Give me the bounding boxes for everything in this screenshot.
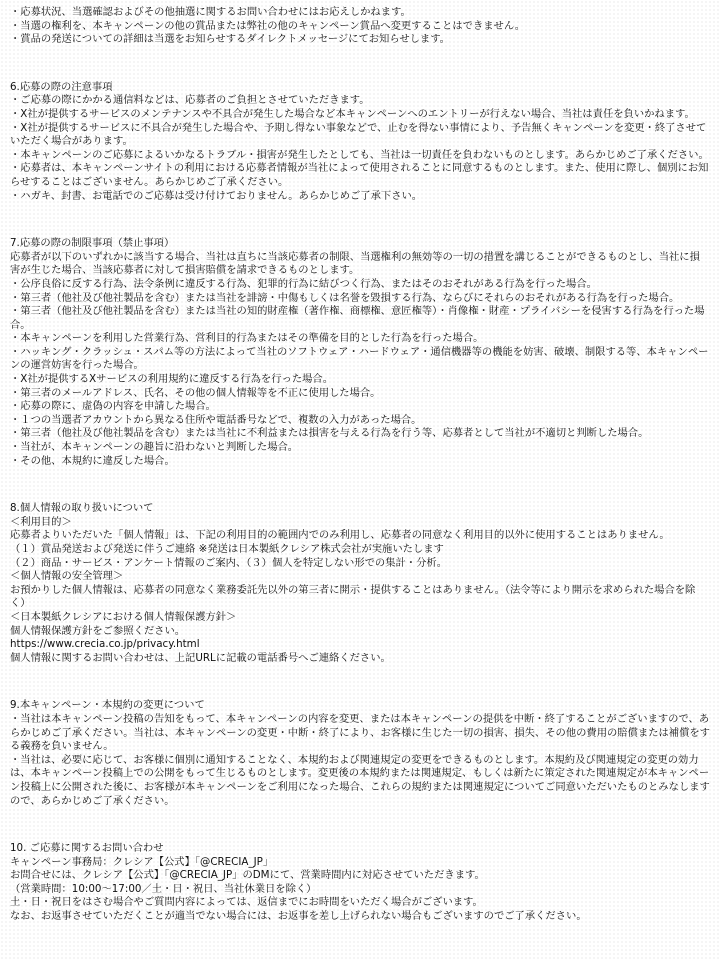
note-line: ＜日本製紙クレシアにおける個人情報保護方針＞	[10, 610, 237, 623]
section-prohibited-matters	[10, 237, 710, 468]
note-line: ・X社が提供するXサービスの利用規約に違反する行為を行った場合。	[10, 373, 334, 386]
section-campaign-changes	[10, 699, 710, 808]
section-contact	[10, 842, 710, 924]
note-line: ・当社は本キャンペーン投稿の告知をもって、本キャンペーンの内容を変更、または本キャンペーンの提供を中断・終了することがございますので、あらかじめご了承ください。当社は、本キャンペーンの変更・中断・終了により、お客様に生じた一切の損害、損失、その他の費用の賠償または補償をする義務を負いません。	[10, 712, 710, 753]
note-line: ・応募者は、本キャンペーンサイトの利用における応募者情報が当社によって使用されることに同意するものとします。また、使用に際し、個別にお知らせすることはございません。あらかじめご了承ください。	[10, 162, 709, 188]
section-inquiries-notes	[10, 6, 710, 47]
section-personal-information	[10, 502, 710, 665]
section-heading: 10. ご応募に関するお問い合わせ	[10, 842, 164, 855]
note-line: ・第三者（他社及び他社製品を含む）または当社に不利益または損害を与える行為を行う等、応募者として当社が不適切と判断した場合。	[10, 427, 649, 440]
note-line: ・当社は、必要に応じて、お客様に個別に通知することなく、本規約および関連規定の変更をできるものとします。本規約及び関連規定の変更の効力は、本キャンペーン投稿上での公開をもって生じるものとします。変更後の本規約または関連規定、もしくは新たに策定された関連規定が本キャンペーン投稿上に公開された後に、お客様が本キャンペーンをご利用になった場合、これらの規約または関連規定についてご同意いただいたものとみなしますので、あらかじめご了承ください。	[10, 753, 710, 807]
note-line: （１）賞品発送および発送に伴うご連絡 ※発送は日本製紙クレシア株式会社が実施いたします	[10, 543, 444, 555]
terms-document	[10, 6, 710, 924]
note-line: （営業時間：10:00～17:00／土・日・祝日、当社休業日を除く）	[10, 882, 317, 895]
note-line: お預かりした個人情報は、応募者の同意なく業務委託先以外の第三者に開示・提供することはありません。（法令等により開示を求められた場合を除く）	[10, 583, 696, 610]
note-line: ・当社が、本キャンペーンの趣旨に沿わないと判断した場合。	[10, 441, 299, 454]
note-line: ・ハッキング・クラッシュ・スパム等の方法によって当社のソフトウェア・ハードウェア・通信機器等の機能を妨害、破壊、制限する等、本キャンペーンの運営妨害を行った場合。	[10, 345, 709, 372]
note-line: ・第三者（他社及び他社製品を含む）または当社の知的財産権（著作権、商標権、意匠権等）・肖像権・財産・プライバシーを侵害する行為を行った場合。	[10, 305, 705, 331]
section-application-notes	[10, 81, 710, 203]
note-line: ・ご応募の際にかかる通信料などは、応募者のご負担とさせていただきます。	[10, 94, 370, 107]
note-line: 土・日・祝日をはさむ場合やご質問内容によっては、返信までにお時間をいただく場合がございます。	[10, 896, 483, 909]
section-heading: 9.本キャンペーン・本規約の変更について	[10, 699, 205, 712]
note-line: ・応募状況、当選確認およびその他抽選に関するお問い合わせにはお応えしかねます。	[10, 6, 411, 18]
section-heading: 7.応募の際の制限事項（禁止事項）	[10, 237, 175, 250]
note-line: お問合せには、クレシア【公式】「@CRECIA_JP」のDMにて、営業時間内に対応させていただきます。	[10, 869, 485, 882]
note-line: キャンペーン事務局：クレシア【公式】「@CRECIA_JP」	[10, 855, 274, 868]
note-line: ＜利用目的＞	[10, 515, 72, 528]
section-heading: 6.応募の際の注意事項	[10, 80, 113, 93]
privacy-policy-link[interactable]: https://www.crecia.co.jp/privacy.html	[10, 638, 200, 651]
note-line: ・第三者のメールアドレス、氏名、その他の個人情報等を不正に使用した場合。	[10, 386, 381, 399]
note-line: 個人情報保護方針をご参照ください。	[10, 624, 186, 637]
note-line: 個人情報に関するお問い合わせは、上記URLに記載の電話番号へご連絡ください。	[10, 651, 391, 664]
note-line: ・当選の権利を、本キャンペーンの他の賞品または弊社の他のキャンペーン賞品へ変更することはできません。	[10, 19, 526, 32]
note-line: ・賞品の発送についての詳細は当選をお知らせするダイレクトメッセージにてお知らせします。	[10, 33, 450, 46]
note-line: 応募者が以下のいずれかに該当する場合、当社は直ちに当該応募者の制限、当選権利の無効等の一切の措置を講じることができるものとし、当社に損害が生じた場合、当該応募者に対して損害賠償を請求できるものとします。	[10, 250, 700, 277]
note-line: ・X社が提供するサービスのメンテナンスや不具合が発生した場合など本キャンペーンへのエントリーが行えない場合、当社は責任を負いかねます。	[10, 107, 695, 120]
note-line: ・本キャンペーンのご応募によるいかなるトラブル・損害が発生したとしても、当社は一切責任を負わないものとします。あらかじめご了承ください。	[10, 148, 709, 161]
note-line: ・応募の際に、虚偽の内容を申請した場合。	[10, 400, 216, 413]
note-line: ・１つの当選者アカウントから異なる住所や電話番号などで、複数の入力があった場合。	[10, 413, 422, 426]
section-heading: 8.個人情報の取り扱いについて	[10, 502, 154, 515]
note-line: ・本キャンペーンを利用した営業行為、営利目的行為またはその準備を目的とした行為を行った場合。	[10, 332, 484, 345]
note-line: 応募者よりいただいた「個人情報」は、下記の利用目的の範囲内でのみ利用し、応募者の同意なく利用目的以外に使用することはありません。	[10, 529, 670, 542]
note-line: ・公序良俗に反する行為、法令条例に違反する行為、犯罪的行為に結びつく行為、またはそのおそれがある行為を行った場合。	[10, 277, 597, 290]
note-line: ・ハガキ、封書、お電話でのご応募は受け付けておりません。あらかじめご了承下さい。	[10, 189, 423, 202]
note-line: （２）商品・サービス・アンケート情報のご案内、（３）個人を特定しない形での集計・分析。	[10, 556, 447, 569]
note-line: ・その他、本規約に違反した場合。	[10, 454, 175, 467]
note-line: ・X社が提供するサービスに不具合が発生した場合や、予期し得ない事象などで、止むを得ない事情により、予告無くキャンペーンを変更・終了させていただく場合があります。	[10, 121, 707, 148]
note-line: ・第三者（他社及び他社製品を含む）または当社を誹謗・中傷もしくは名誉を毀損する行為、ならびにそれらのおそれがある行為を行った場合。	[10, 291, 680, 304]
note-line: ＜個人情報の安全管理＞	[10, 570, 124, 583]
note-line: なお、お返事させていただくことが適当でない場合には、お返事を差し上げられない場合もございますのでご了承ください。	[10, 910, 587, 923]
